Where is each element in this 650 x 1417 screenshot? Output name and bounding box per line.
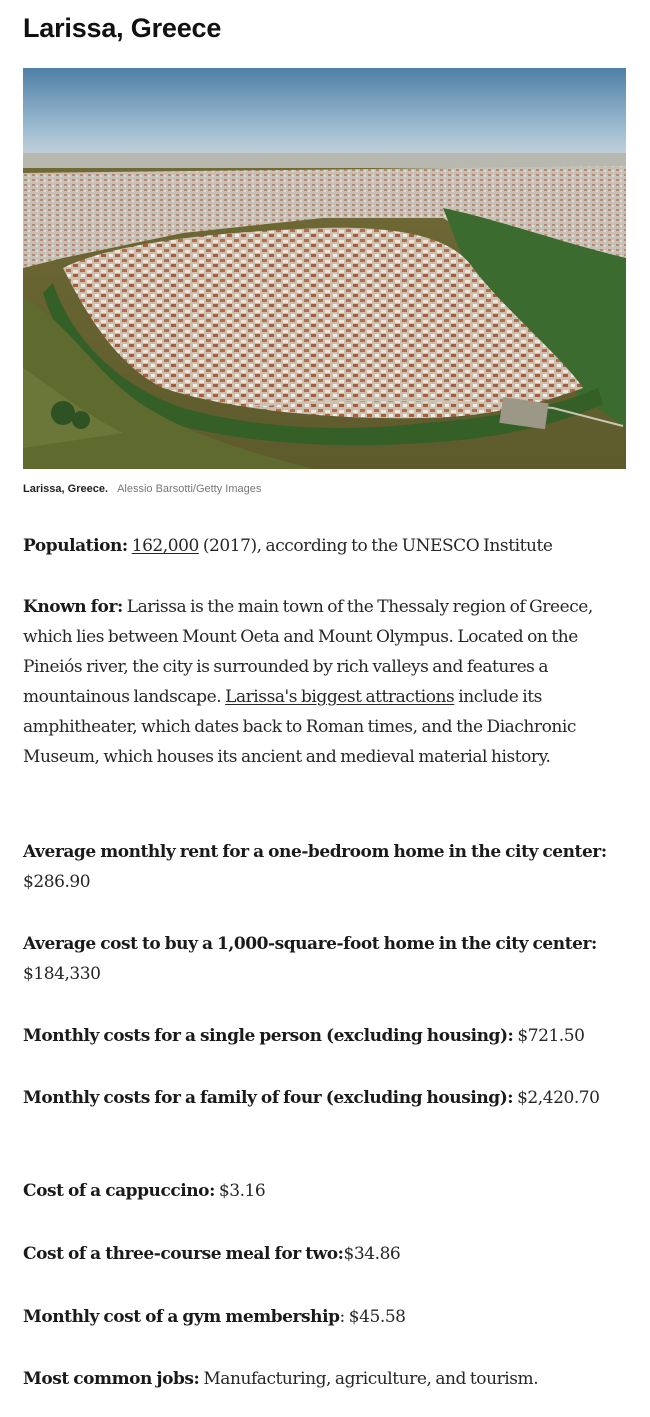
known-for-fact [23,592,626,772]
city-aerial-photo [23,68,626,469]
known-for-text-before: Larissa is the main town of the Thessaly region of Greece, which lies between Mount Oeta and Mount Olympus. Located on the Pineiós river, the city is surrounded by rich valleys and features a mountainous landscape. [23,597,593,707]
family-cost-fact [23,1083,626,1113]
gym-label: Monthly cost of a gym membership [23,1307,340,1327]
cappuccino-fact [23,1176,626,1206]
gym-fact [23,1302,626,1332]
single-cost-label: Monthly costs for a single person (excluding housing): [23,1026,514,1046]
rent-value: $286.90 [23,872,91,892]
population-label: Population: [23,536,128,556]
rent-fact [23,837,626,897]
meal-label: Cost of a three-course meal for two: [23,1244,344,1264]
family-cost-label: Monthly costs for a family of four (excluding housing): [23,1088,514,1108]
family-cost-value: $2,420.70 [513,1088,600,1108]
cappuccino-label: Cost of a cappuccino: [23,1181,215,1201]
gym-value: : $45.58 [339,1307,406,1327]
meal-value: $34.86 [343,1244,401,1264]
population-fact [23,531,626,561]
meal-fact [23,1239,626,1269]
caption-credit: Alessio Barsotti/Getty Images [117,483,262,495]
photo-caption [23,481,261,497]
buy-label: Average cost to buy a 1,000-square-foot home in the city center: [23,934,597,954]
rent-label: Average monthly rent for a one-bedroom home in the city center: [23,842,607,862]
population-link[interactable]: 162,000 [131,536,199,556]
caption-title: Larissa, Greece. [23,483,109,495]
buy-value: $184,330 [23,964,101,984]
jobs-fact [23,1364,626,1394]
single-cost-value: $721.50 [513,1026,585,1046]
known-for-label: Known for: [23,597,123,617]
population-text: (2017), according to the UNESCO Institute [198,536,553,556]
buy-fact [23,929,626,989]
jobs-value: Manufacturing, agriculture, and tourism. [199,1369,539,1389]
jobs-label: Most common jobs: [23,1369,200,1389]
known-for-text-after: include its amphitheater, which dates back to Roman times, and the Diachronic Museum, which houses its ancient and medieval material history. [23,687,576,767]
cappuccino-value: $3.16 [214,1181,266,1201]
attractions-link[interactable]: Larissa's biggest attractions [225,687,455,707]
single-cost-fact [23,1021,626,1051]
page-title: Larissa, Greece [23,13,222,43]
